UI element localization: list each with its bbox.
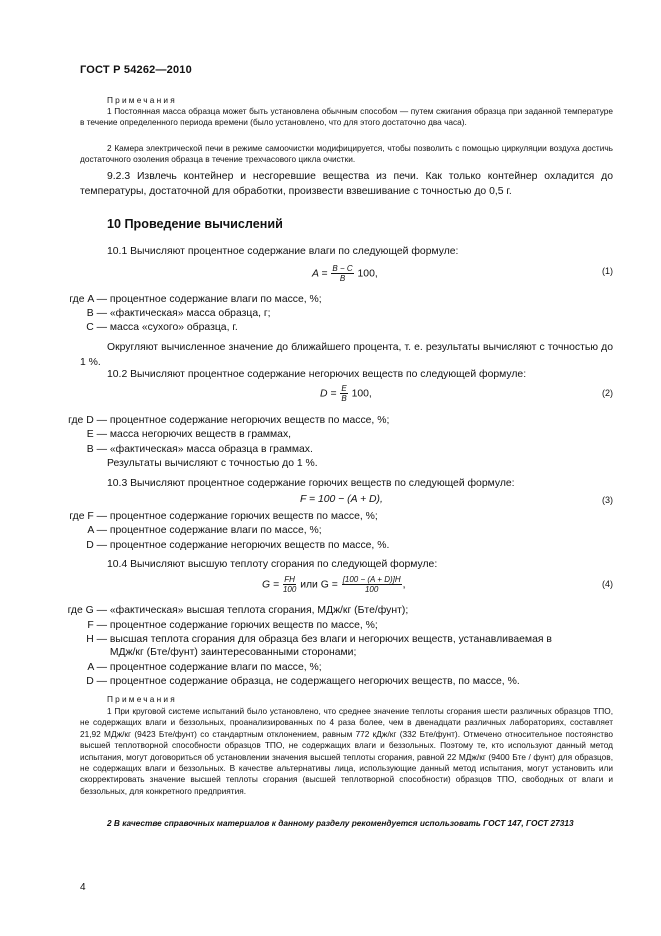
definition-line: где D — процентное содержание негорючих веществ по массе, %; xyxy=(68,415,390,426)
definition-line: B — «фактическая» масса образца в граммах. xyxy=(86,444,313,455)
definition-line: где F — процентное содержание горючих веществ по массе, %; xyxy=(69,511,378,522)
formula-2-lhs: D = xyxy=(320,388,337,400)
rounding-paragraph: Округляют вычисленное значение до ближайшего процента, т. е. результаты вычисляют с точностью до 1 %. xyxy=(80,342,613,368)
equation-number-2: (2) xyxy=(602,388,613,398)
formula-2-tail: 100, xyxy=(351,388,372,400)
definition-line: H — высшая теплота сгорания для образца без влаги и негорючих веществ, устанавливаемая в xyxy=(86,634,552,645)
notes-title: Примечания xyxy=(107,95,177,105)
notes-title: Примечания xyxy=(107,694,177,704)
formula-4-denominator-2: 100 xyxy=(364,585,379,594)
note-2: 2 В качестве справочных материалов к данному разделу рекомендуется использовать ГОСТ 147, ГОСТ 27313 xyxy=(107,818,574,828)
formula-1-denominator: B xyxy=(339,274,346,283)
formula-4 xyxy=(262,575,406,594)
page-number: 4 xyxy=(80,882,86,893)
formula-2 xyxy=(320,384,372,403)
definition-line: A — процентное содержание влаги по массе, %; xyxy=(87,662,322,673)
equation-number-4: (4) xyxy=(602,579,613,589)
document-header: ГОСТ Р 54262—2010 xyxy=(80,64,192,76)
clause-10-3-intro: 10.3 Вычисляют процентное содержание горючих веществ по следующей формуле: xyxy=(107,478,515,489)
formula-2-denominator: B xyxy=(341,394,347,403)
definition-line: A — процентное содержание влаги по массе, %; xyxy=(87,525,322,536)
definition-line: МДж/кг (Бте/фунт) заинтересованными сторонами; xyxy=(109,647,357,658)
formula-3: F = 100 − (A + D), xyxy=(300,494,383,505)
formula-4-numerator-2: [100 − (A + D)]H xyxy=(342,575,401,584)
formula-2-numerator: E xyxy=(341,384,347,393)
equation-number-1: (1) xyxy=(602,266,613,276)
formula-4-or: или G = xyxy=(300,579,338,591)
definition-line: C — масса «сухого» образца, г. xyxy=(86,322,238,333)
definition-line: где A — процентное содержание влаги по массе, %; xyxy=(69,294,322,305)
formula-4-denominator-1: 100 xyxy=(282,585,297,594)
definition-line: где G — «фактическая» высшая теплота сгорания, МДж/кг (Бте/фунт); xyxy=(67,605,409,616)
paragraph-9-2-3: 9.2.3 Извлечь контейнер и несгоревшие вещества из печи. Как только контейнер охладится до температуры, достаточной для обработки, произвести взвешивание с точностью до 0,5 г. xyxy=(80,171,613,197)
formula-4-tail: , xyxy=(402,579,406,591)
equation-number-3: (3) xyxy=(602,495,613,505)
section-title: 10 Проведение вычислений xyxy=(107,217,283,231)
formula-1 xyxy=(312,264,378,283)
definition-line: D — процентное содержание негорючих веществ по массе, %. xyxy=(86,540,390,551)
formula-1-numerator: B − C xyxy=(332,264,353,273)
definition-line: E — масса негорючих веществ в граммах, xyxy=(86,429,292,440)
clause-10-4-intro: 10.4 Вычисляют высшую теплоту сгорания по следующей формуле: xyxy=(107,559,438,570)
clause-10-2-intro: 10.2 Вычисляют процентное содержание негорючих веществ по следующей формуле: xyxy=(107,369,527,380)
formula-4-numerator-1: FH xyxy=(284,575,295,584)
definition-line: B — «фактическая» масса образца, г; xyxy=(86,308,271,319)
note-1: 1 Постоянная масса образца может быть установлена обычным способом — путем сжигания образца при заданной температуре в течение определенного периода времени (было установлено, что для этого достаточно два часа). xyxy=(80,106,613,128)
definition-line: F — процентное содержание горючих веществ по массе, %; xyxy=(87,620,378,631)
definition-line: D — процентное содержание образца, не содержащего негорючих веществ, по массе, %. xyxy=(86,676,520,687)
note-1: 1 При круговой системе испытаний было установлено, что среднее значение теплоты сгорания шести различных образцов ТПО, не содержащих влаги и беззольных, проанализированных по 4 раза более, чем в двенадцати различных лабораториях, составляет 21,92 МДж/кг (9423 Бте/фунт) со стандартным отклонением, равным 772 кДж/кг (332 Бте/фунт). Отмечено относительное постоянство высшей теплотворной способности образцов ТПО, не содержащих влаги и беззольных. Поэтому те, кто используют данный метод испытания, могут договориться об установлении значения высшей теплоты сгорания, равной 22 МДж/кг (9400 Бте / фунт) для образцов, не содержащих влаги и беззольных. В качестве альтернативы лица, использующие данный метод испытания, могут установить или скорректировать значение высшей теплоты сгорания (высшей теплотворной способности) образцов ТПО, свободных от влаги и беззольных, для конкретного предприятия. xyxy=(80,706,613,796)
result-precision: Результаты вычисляют с точностью до 1 %. xyxy=(107,458,318,469)
formula-4-lhs: G = xyxy=(262,579,280,591)
clause-10-1-intro: 10.1 Вычисляют процентное содержание влаги по следующей формуле: xyxy=(107,246,459,257)
formula-1-tail: 100, xyxy=(357,268,378,280)
formula-1-lhs: A = xyxy=(312,268,328,280)
note-2: 2 Камера электрической печи в режиме самоочистки модифицируется, чтобы позволить с помощью циркуляции воздуха достичь достаточного озоления образца в течение трехчасового цикла очистки. xyxy=(80,143,613,165)
